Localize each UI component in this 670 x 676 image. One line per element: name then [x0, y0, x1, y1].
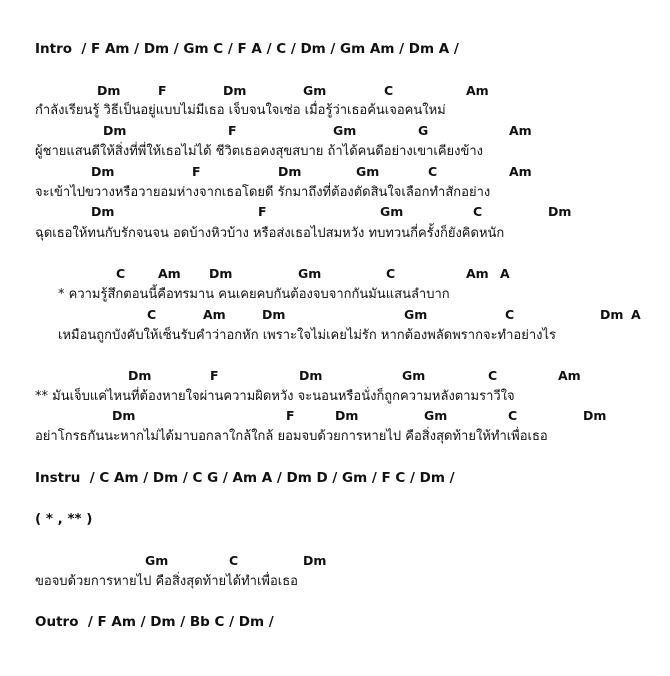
chord: G [418, 123, 429, 138]
chord: Dm [600, 307, 624, 322]
chord: F [210, 368, 219, 383]
chord: Dm [128, 368, 152, 383]
lyric-line: ผู้ชายแสนดีให้สิ่งที่พี่ให้เธอไม่ได้ ชีวิตเธอคงสุขสบาย ถ้าได้คนดีอย่างเขาเคียงข้าง [35, 144, 484, 159]
chord: Dm [112, 408, 136, 423]
lyric-line: เหมือนถูกบังคับให้เซ็นรับคำว่าอกหัก เพราะใจไม่เคยไม่รัก หากต้องพลัดพรากจะทำอย่างไร [58, 328, 557, 343]
chord: Dm [583, 408, 607, 423]
chord: Dm [91, 164, 115, 179]
chord: Am [203, 307, 226, 322]
repeat-marker: ( * , ** ) [35, 511, 93, 527]
chord: Dm [548, 204, 572, 219]
chord: C [505, 307, 515, 322]
chord: C [508, 408, 518, 423]
chord: Gm [380, 204, 404, 219]
chord: Am [466, 83, 489, 98]
chord: F [286, 408, 295, 423]
intro-line: Intro / F Am / Dm / Gm C / F A / C / Dm / Gm Am / Dm A / [35, 41, 459, 57]
chord: Gm [303, 83, 327, 98]
lyric-line: ขอจบด้วยการหายไป คือสิ่งสุดท้ายได้ทำเพื่อเธอ [35, 574, 298, 589]
lyric-line: ** มันเจ็บแค่ไหนที่ต้องหายใจผ่านความผิดหวัง จะนอนหรือนั่งก็ถูกความหลังตามราวีใจ [35, 389, 515, 404]
chord: Am [509, 123, 532, 138]
chord: F [192, 164, 201, 179]
chord: Am [158, 266, 181, 281]
chord: F [158, 83, 167, 98]
chord: Gm [424, 408, 448, 423]
chord: Am [509, 164, 532, 179]
instru-line: Instru / C Am / Dm / C G / Am A / Dm D / Gm / F C / Dm / [35, 470, 455, 486]
chord: Dm [97, 83, 121, 98]
chord: F [228, 123, 237, 138]
chord: Gm [333, 123, 357, 138]
chord: Dm [91, 204, 115, 219]
chord: Dm [303, 553, 327, 568]
chord: Dm [262, 307, 286, 322]
lyric-line: * ความรู้สึกตอนนี้คือทรมาน คนเคยคบกันต้องจบจากกันมันแสนลำบาก [58, 287, 450, 302]
chord: C [147, 307, 157, 322]
chord: C [386, 266, 396, 281]
lyric-line: ฉุดเธอให้ทนกับรักจนจน อดบ้างหิวบ้าง หรือส่งเธอไปสมหวัง ทบทวนกี่ครั้งก็ยังคิดหนัก [35, 226, 505, 241]
chord: Gm [402, 368, 426, 383]
chord: Gm [298, 266, 322, 281]
chord: C [488, 368, 498, 383]
chord: Dm [223, 83, 247, 98]
chord: Dm [209, 266, 233, 281]
chord: Am [558, 368, 581, 383]
outro-line: Outro / F Am / Dm / Bb C / Dm / [35, 614, 274, 630]
chord: F [258, 204, 267, 219]
chord: C [473, 204, 483, 219]
chord: A [631, 307, 641, 322]
lyric-line: กำลังเรียนรู้ วิธีเป็นอยู่แบบไม่มีเธอ เจ็บจนใจเซ่อ เมื่อรู้ว่าเธอค้นเจอคนใหม่ [35, 103, 446, 118]
chord: C [428, 164, 438, 179]
chord: C [384, 83, 394, 98]
chord: A [500, 266, 510, 281]
chord: Dm [103, 123, 127, 138]
chord: Dm [299, 368, 323, 383]
chord: Gm [356, 164, 380, 179]
lyric-line: อย่าโกรธกันนะหากไม่ได้มาบอกลาใกล้ใกล้ ยอมจบด้วยการหายไป คือสิ่งสุดท้ายให้ทำเพื่อเธอ [35, 429, 548, 444]
chord: Gm [145, 553, 169, 568]
lyric-line: จะเข้าไปขวางหรือวายอมห่างจากเธอโดยดี รักมาถึงที่ต้องตัดสินใจเลือกทำสักอย่าง [35, 185, 491, 200]
chord: C [116, 266, 126, 281]
chord: Dm [335, 408, 359, 423]
chord: Am [466, 266, 489, 281]
chord: C [229, 553, 239, 568]
chord: Dm [278, 164, 302, 179]
chord: Gm [404, 307, 428, 322]
